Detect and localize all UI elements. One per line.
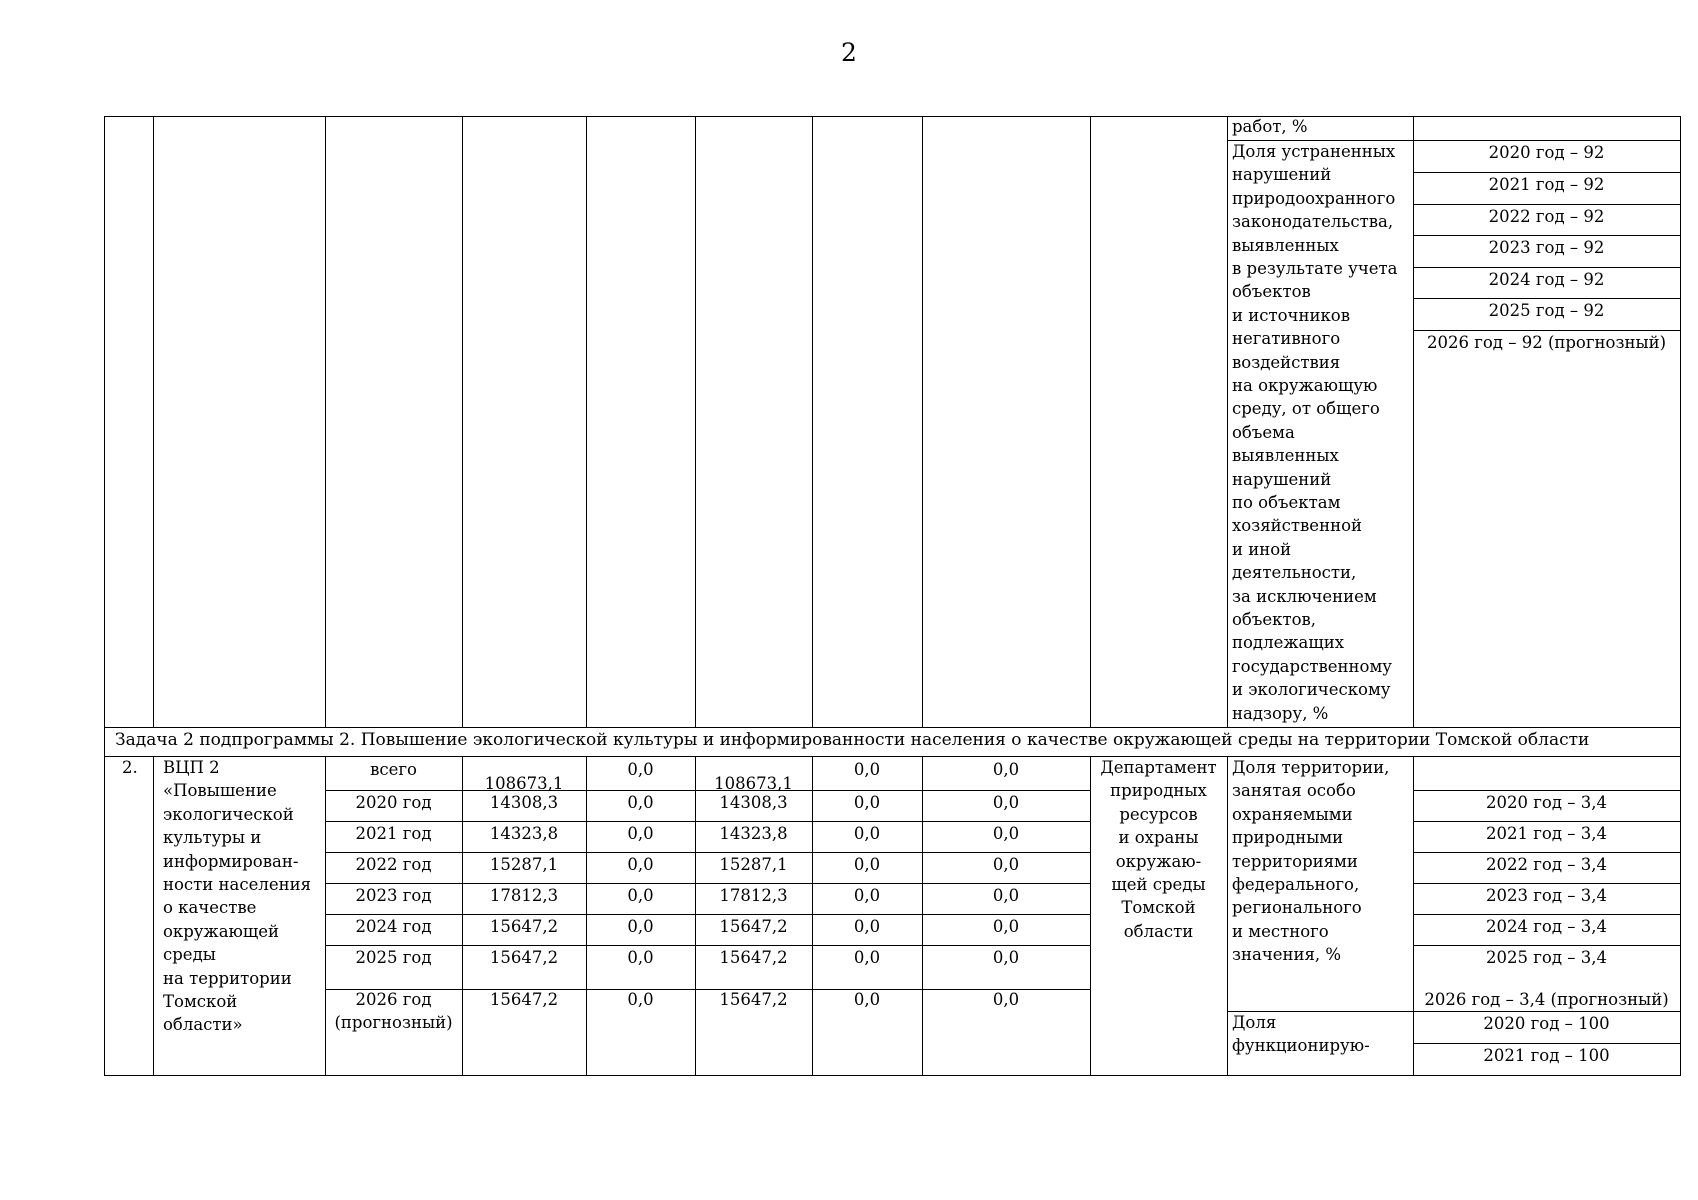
indicator-label-line: законодательства, <box>1232 212 1394 232</box>
program-name-line: Томской <box>163 992 238 1011</box>
indicator-label-line: нарушений <box>1232 165 1332 185</box>
cell-federal: 0,0 <box>627 855 654 874</box>
column-rule <box>812 116 813 728</box>
indicator-label-line: и местного <box>1232 921 1329 941</box>
cell-total: 15287,1 <box>489 855 559 874</box>
indicator-label-line: и иной <box>1232 539 1292 559</box>
cell-period-note: (прогнозный) <box>334 1013 453 1032</box>
cell-local: 0,0 <box>853 948 881 967</box>
cell-period: 2023 год <box>355 886 432 905</box>
program-name-line: ВЦП 2 <box>163 758 220 777</box>
program-name-line: культуры и <box>163 828 262 848</box>
program-name-line: среды <box>163 945 216 965</box>
executor-line: щей среды <box>1111 875 1206 894</box>
cell-federal: 0,0 <box>627 917 654 936</box>
indicator-label-line: на окружающую <box>1232 376 1378 395</box>
cell-other: 0,0 <box>992 760 1020 779</box>
indicator-label-line: природными <box>1232 828 1344 848</box>
column-rule <box>695 116 696 728</box>
cell-period: 2020 год <box>355 793 432 812</box>
cell-period: всего <box>370 760 417 779</box>
cell-period: 2022 год <box>355 855 432 874</box>
cell-regional: 108673,1 <box>714 774 793 793</box>
cell-total: 17812,3 <box>489 886 559 905</box>
row-number: 2. <box>122 758 138 777</box>
cell-local: 0,0 <box>853 824 881 843</box>
indicator-label-line: объектов <box>1232 282 1311 302</box>
cell-local: 0,0 <box>853 855 881 874</box>
task-row-top-rule <box>104 727 1681 728</box>
page-number: 2 <box>841 38 857 67</box>
program-name-line: области» <box>163 1015 243 1035</box>
indicator-label-line: охраняемыми <box>1232 804 1353 824</box>
task-row-bottom-rule <box>104 756 1681 757</box>
cell-total: 14323,8 <box>489 824 559 843</box>
indicator-value: 2020 год – 100 <box>1483 1014 1610 1033</box>
cell-total: 14308,3 <box>489 793 559 812</box>
cell-federal: 0,0 <box>627 948 654 967</box>
table-bottom-rule <box>104 1075 1681 1076</box>
cell-federal: 0,0 <box>627 824 654 843</box>
program-name-line: информирован- <box>163 851 299 871</box>
indicator-label-line: среду, от общего <box>1232 399 1380 419</box>
cell-total: 15647,2 <box>489 917 559 936</box>
indicator-value: 2024 год – 92 <box>1488 270 1605 289</box>
indicator-value: 2025 год – 3,4 <box>1486 948 1607 967</box>
executor-line: области <box>1123 921 1194 941</box>
cell-federal: 0,0 <box>627 990 654 1009</box>
program-name-line: ности населения <box>163 875 312 894</box>
program-name-line: о качестве <box>163 898 257 918</box>
cell-period: 2026 год <box>355 990 432 1009</box>
cell-local: 0,0 <box>853 760 881 779</box>
program-name-line: окружающей <box>163 921 279 941</box>
indicator-label-line: Доля территории, <box>1232 758 1390 777</box>
indicator-label-line: выявленных <box>1232 235 1339 255</box>
table-left-rule <box>104 116 105 1076</box>
cell-regional: 14308,3 <box>719 793 788 812</box>
cell-other: 0,0 <box>992 990 1020 1009</box>
cell-total: 15647,2 <box>489 990 559 1009</box>
column-rule <box>462 116 463 728</box>
cell-regional: 17812,3 <box>719 886 788 905</box>
cell-regional: 14323,8 <box>719 824 788 843</box>
indicator-value: 2023 год – 3,4 <box>1486 886 1607 905</box>
indicator-label-line: деятельности, <box>1232 563 1357 583</box>
cell-federal: 0,0 <box>627 886 654 905</box>
indicator-label-line: занятая особо <box>1232 781 1356 801</box>
cell-total: 15647,2 <box>489 948 559 967</box>
executor-line: ресурсов <box>1119 804 1198 824</box>
cell-other: 0,0 <box>992 855 1020 874</box>
cell-local: 0,0 <box>853 886 881 905</box>
indicator-label-line: негативного <box>1232 329 1341 349</box>
column-rule <box>1090 116 1091 728</box>
indicator-value: 2020 год – 3,4 <box>1486 793 1607 812</box>
cell-local: 0,0 <box>853 917 881 936</box>
cell-other: 0,0 <box>992 886 1020 905</box>
executor-line: и охраны <box>1118 828 1199 848</box>
executor-line: окружаю- <box>1115 851 1202 871</box>
indicator-label-line: воздействия <box>1232 352 1341 372</box>
indicator-label-line: за исключением <box>1232 586 1377 606</box>
indicator-label-line: регионального <box>1232 898 1362 918</box>
cell-regional: 15647,2 <box>719 948 788 967</box>
indicator-label-tail: работ, % <box>1232 117 1308 136</box>
program-name-line: «Повышение <box>163 781 277 801</box>
indicator-label-line: значения, % <box>1232 945 1342 965</box>
indicator-label-line: функционирую- <box>1232 1036 1370 1056</box>
indicator-value: 2022 год – 92 <box>1488 207 1605 226</box>
column-rule <box>153 756 154 1076</box>
column-rule <box>586 116 587 728</box>
cell-federal: 0,0 <box>627 760 654 779</box>
column-rule <box>1227 756 1228 1076</box>
cell-local: 0,0 <box>853 793 881 812</box>
cell-total: 108673,1 <box>484 774 564 793</box>
executor-line: Томской <box>1121 898 1196 918</box>
column-rule <box>153 116 154 728</box>
indicator-label-line: и экологическому <box>1232 680 1391 700</box>
table-right-rule <box>1680 116 1681 1076</box>
program-name-line: на территории <box>163 968 292 988</box>
cell-regional: 15287,1 <box>719 855 788 874</box>
cell-other: 0,0 <box>992 824 1020 843</box>
indicator-value: 2026 год – 92 (прогнозный) <box>1426 333 1667 352</box>
program-name-line: экологической <box>163 804 294 824</box>
indicator-label-line: объема <box>1232 422 1295 442</box>
indicator-value: 2025 год – 92 <box>1488 301 1605 320</box>
cell-local: 0,0 <box>853 990 881 1009</box>
cell-regional: 15647,2 <box>719 917 788 936</box>
indicator-value: 2022 год – 3,4 <box>1486 855 1607 874</box>
indicator-label-line: федерального, <box>1232 875 1360 894</box>
indicator-label-line: надзору, % <box>1232 703 1329 723</box>
indicator-value: 2021 год – 92 <box>1488 175 1605 194</box>
table-top-rule <box>104 116 1681 117</box>
executor-line: Департамент <box>1100 758 1217 777</box>
column-rule <box>1227 116 1228 728</box>
indicator-value: 2021 год – 3,4 <box>1486 824 1607 843</box>
indicator-label-line: в результате учета <box>1232 259 1398 278</box>
indicator-label-line: нарушений <box>1232 469 1332 489</box>
indicator-label-line: государственному <box>1232 656 1392 676</box>
indicator-label-line: по объектам <box>1232 493 1341 512</box>
cell-other: 0,0 <box>992 917 1020 936</box>
indicator-label-line: территориями <box>1232 851 1358 871</box>
indicator-label-line: выявленных <box>1232 446 1339 466</box>
indicator-label-line: природоохранного <box>1232 188 1396 208</box>
indicator-value: 2021 год – 100 <box>1483 1046 1610 1065</box>
cell-other: 0,0 <box>992 793 1020 812</box>
indicator-label-line: Доля <box>1232 1013 1277 1032</box>
column-rule <box>922 116 923 728</box>
indicator-value: 2026 год – 3,4 (прогнозный) <box>1424 990 1669 1009</box>
cell-federal: 0,0 <box>627 793 654 812</box>
indicator-label-line: и источников <box>1232 305 1350 325</box>
indicator-value: 2024 год – 3,4 <box>1486 917 1607 936</box>
indicator-label-line: подлежащих <box>1232 633 1344 653</box>
indicator-label-line: Доля устраненных <box>1232 142 1396 161</box>
indicator-label-line: хозяйственной <box>1232 516 1362 536</box>
cell-other: 0,0 <box>992 948 1020 967</box>
executor-line: природных <box>1110 781 1207 801</box>
column-rule <box>325 116 326 728</box>
cell-period: 2025 год <box>355 948 432 967</box>
indicator-value: 2023 год – 92 <box>1488 238 1605 257</box>
indicator-label-line: объектов, <box>1232 610 1317 629</box>
task-row-text: Задача 2 подпрограммы 2. Повышение экологической культуры и информированности населения о качестве окружающей среды на территории Томской области <box>115 730 1590 750</box>
cell-regional: 15647,2 <box>719 990 788 1009</box>
cell-period: 2021 год <box>355 824 432 843</box>
cell-period: 2024 год <box>355 917 432 936</box>
indicator-value: 2020 год – 92 <box>1488 143 1605 162</box>
